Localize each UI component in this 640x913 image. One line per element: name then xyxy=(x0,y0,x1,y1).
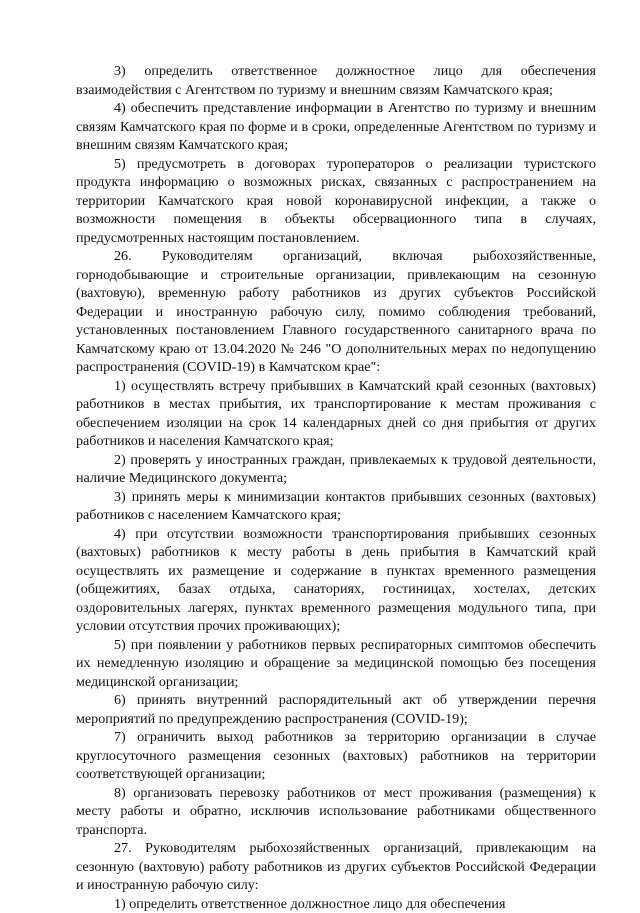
paragraph-26-3: 3) принять меры к минимизации контактов прибывших сезонных (вахтовых) работников с населением Камчатского края; xyxy=(76,488,596,525)
paragraph-26-1: 1) осуществлять встречу прибывших в Камчатский край сезонных (вахтовых) работников в местах прибытия, их транспортирование к местам проживания с обеспечением изоляции на срок 14 календарных дней со дня прибытия от других работников и населения Камчатского края; xyxy=(76,377,596,451)
paragraph-26-8: 8) организовать перевозку работников от мест проживания (размещения) к месту работы и обратно, исключив использование работниками общественного транспорта. xyxy=(76,784,596,840)
paragraph-26: 26. Руководителям организаций, включая рыбохозяйственные, горнодобывающие и строительные организации, привлекающим на сезонную (вахтовую), временную работу работников из других субъектов Российской Федерации и иностранную рабочую силу, помимо соблюдения требований, установленных постановлением Главного государственного санитарного врача по Камчатскому краю от 13.04.2020 № 246 "О дополнительных мерах по недопущению распространения (COVID-19) в Камчатском крае": xyxy=(76,247,596,377)
paragraph-27: 27. Руководителям рыбохозяйственных организаций, привлекающим на сезонную (вахтовую) работу работников из других субъектов Российской Федерации и иностранную рабочую силу: xyxy=(76,839,596,895)
paragraph-26-7: 7) ограничить выход работников за территорию организации в случае круглосуточного размещения сезонных (вахтовых) работников на территории соответствующей организации; xyxy=(76,728,596,784)
paragraph-25-3: 3) определить ответственное должностное лицо для обеспечения взаимодействия с Агентством по туризму и внешним связям Камчатского края; xyxy=(76,62,596,99)
paragraph-25-4: 4) обеспечить представление информации в Агентство по туризму и внешним связям Камчатского края по форме и в сроки, определенные Агентством по туризму и внешним связям Камчатского края; xyxy=(76,99,596,155)
paragraph-26-5: 5) при появлении у работников первых респираторных симптомов обеспечить их немедленную изоляцию и обращение за медицинской помощью без посещения медицинской организации; xyxy=(76,636,596,692)
paragraph-25-5: 5) предусмотреть в договорах туроператоров о реализации туристского продукта информацию о возможных рисках, связанных с распространением на территории Камчатского края новой коронавирусной инфекции, а также о возможности помещения в объекты обсервационного типа в случаях, предусмотренных настоящим постановлением. xyxy=(76,155,596,248)
paragraph-26-6: 6) принять внутренний распорядительный акт об утверждении перечня мероприятий по предупреждению распространения (COVID-19); xyxy=(76,691,596,728)
paragraph-27-1: 1) определить ответственное должностное лицо для обеспечения xyxy=(76,895,596,913)
paragraph-26-4: 4) при отсутствии возможности транспортирования прибывших сезонных (вахтовых) работников к месту работы в день прибытия в Камчатский край осуществлять их размещение и содержание в пунктах временного размещения (общежитиях, базах отдыха, санаториях, гостиницах, хостелах, детских оздоровительных лагерях, пунктах временного размещения модульного типа, при условии отсутствия прочих проживающих); xyxy=(76,525,596,636)
paragraph-26-2: 2) проверять у иностранных граждан, привлекаемых к трудовой деятельности, наличие Медицинского документа; xyxy=(76,451,596,488)
document-body xyxy=(76,62,596,913)
